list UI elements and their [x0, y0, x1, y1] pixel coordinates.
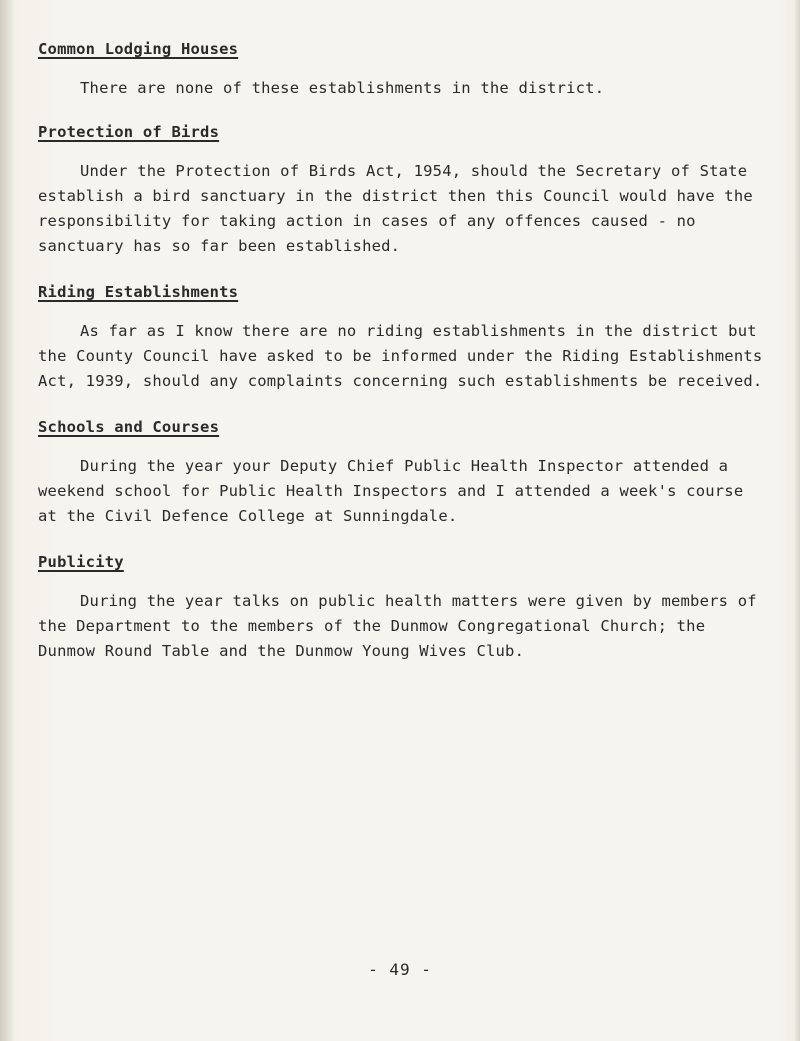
section-heading: Protection of Birds: [38, 123, 220, 141]
section-heading: Common Lodging Houses: [38, 40, 239, 58]
document-content: [38, 36, 768, 684]
section-body: Under the Protection of Birds Act, 1954, should the Secretary of State establish a bird sanctuary in the district then this Council would have the responsibility for taking action in cases of any offences caused - no sanctuary has so far been established.: [38, 162, 753, 255]
page-edge: [794, 0, 800, 1041]
section-body: There are none of these establishments in the district.: [80, 79, 605, 97]
section-common-lodging-houses: [38, 36, 768, 101]
section-schools-and-courses: [38, 414, 768, 529]
section-publicity: [38, 549, 768, 664]
page-number: - 49 -: [368, 960, 432, 979]
section-riding-establishments: [38, 279, 768, 394]
section-protection-of-birds: [38, 119, 768, 259]
section-body: During the year talks on public health matters were given by members of the Department to the members of the Dunmow Congregational Church; the Dunmow Round Table and the Dunmow Young Wives Club.: [38, 592, 757, 660]
binding-shadow: [0, 0, 14, 1041]
section-heading: Schools and Courses: [38, 418, 220, 436]
section-body: As far as I know there are no riding establishments in the district but the County Council have asked to be informed under the Riding Establishments Act, 1939, should any complaints concerning such establishments be received.: [38, 322, 763, 390]
section-body: During the year your Deputy Chief Public Health Inspector attended a weekend school for Public Health Inspectors and I attended a week's course at the Civil Defence College at Sunningdale.: [38, 457, 744, 525]
section-heading: Riding Establishments: [38, 283, 239, 301]
section-heading: Publicity: [38, 553, 124, 571]
